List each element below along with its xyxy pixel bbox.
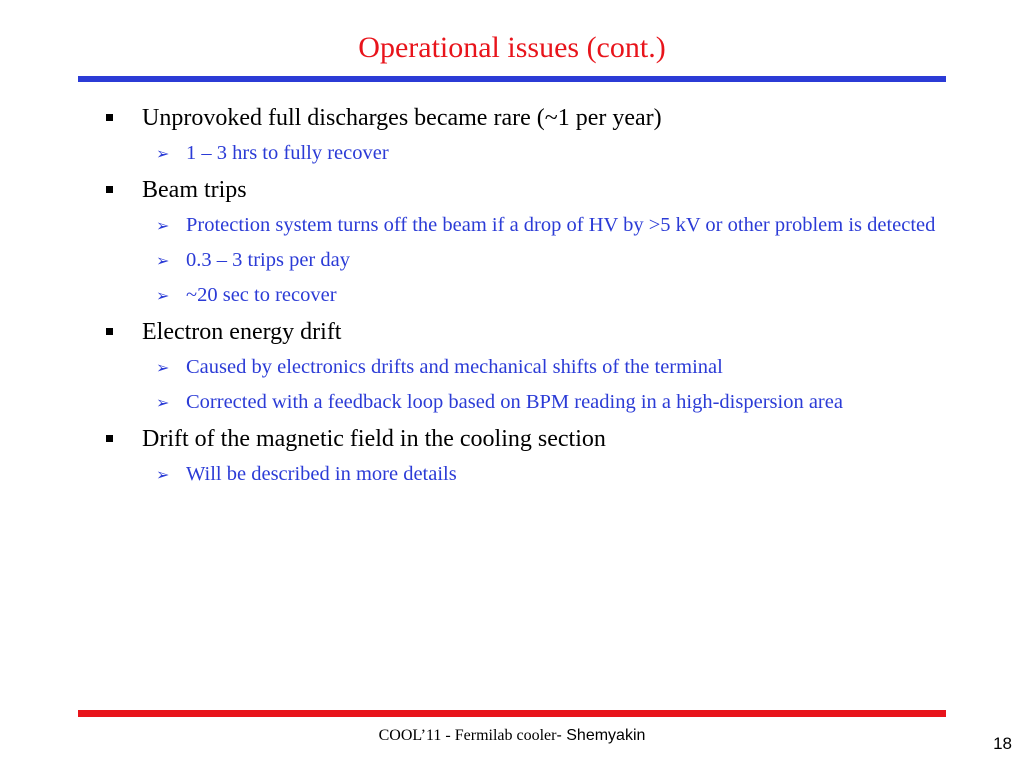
sub-bullet-item	[100, 211, 940, 240]
sub-bullet-text: ~20 sec to recover	[186, 284, 337, 306]
footer-author: - Shemyakin	[556, 727, 646, 744]
sub-bullet-text: 0.3 – 3 trips per day	[186, 249, 350, 271]
title-divider	[78, 76, 946, 82]
square-bullet-icon	[106, 435, 113, 442]
footer-text: COOL’11 - Fermilab cooler	[378, 727, 557, 744]
sub-bullet-text: Will be described in more details	[186, 463, 457, 485]
bullet-item	[100, 103, 940, 133]
sub-bullet-item	[100, 460, 940, 489]
sub-bullet-text: Protection system turns off the beam if a drop of HV by >5 kV or other problem is detected	[186, 214, 936, 236]
arrow-bullet-icon: ➢	[156, 286, 170, 305]
arrow-bullet-icon: ➢	[156, 465, 170, 484]
square-bullet-icon	[106, 186, 113, 193]
bullet-text: Drift of the magnetic field in the cooling section	[142, 426, 606, 452]
bullet-item	[100, 175, 940, 205]
sub-bullet-text: Caused by electronics drifts and mechanical shifts of the terminal	[186, 356, 723, 378]
sub-bullet-text: Corrected with a feedback loop based on BPM reading in a high-dispersion area	[186, 391, 843, 413]
arrow-bullet-icon: ➢	[156, 144, 170, 163]
arrow-bullet-icon: ➢	[156, 216, 170, 235]
square-bullet-icon	[106, 328, 113, 335]
bullet-item	[100, 317, 940, 347]
square-bullet-icon	[106, 114, 113, 121]
footer-divider	[78, 710, 946, 717]
bullet-text: Unprovoked full discharges became rare (~1 per year)	[142, 105, 662, 131]
sub-bullet-item	[100, 139, 940, 168]
sub-bullet-item	[100, 246, 940, 275]
page-number: 18	[993, 734, 1012, 753]
bullet-text: Beam trips	[142, 177, 247, 203]
sub-bullet-item	[100, 353, 940, 382]
footer	[0, 726, 1024, 746]
bullet-list	[100, 96, 940, 489]
arrow-bullet-icon: ➢	[156, 251, 170, 270]
sub-bullet-text: 1 – 3 hrs to fully recover	[186, 142, 389, 164]
bullet-item	[100, 424, 940, 454]
arrow-bullet-icon: ➢	[156, 358, 170, 377]
sub-bullet-item	[100, 388, 940, 417]
bullet-text: Electron energy drift	[142, 319, 342, 345]
slide-title: Operational issues (cont.)	[358, 31, 666, 64]
arrow-bullet-icon: ➢	[156, 393, 170, 412]
sub-bullet-item	[100, 281, 940, 310]
